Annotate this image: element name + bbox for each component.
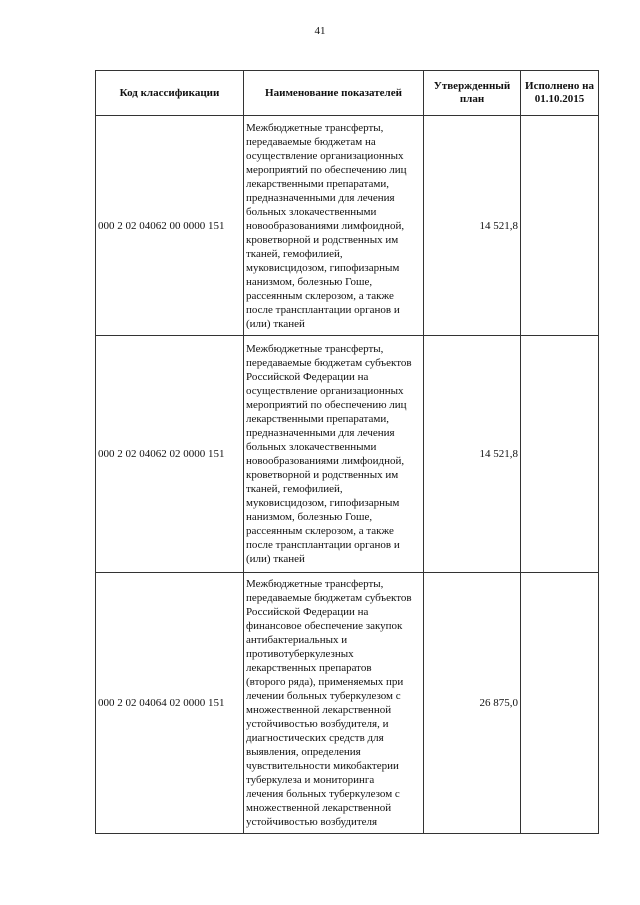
indicator-name-line: устойчивостью возбудителя, и [246,718,389,730]
indicator-name-line: новообразованиями лимфоидной, [246,455,405,467]
indicator-name-line: новообразованиями лимфоидной, [246,219,405,232]
indicator-name-line: Межбюджетные трансферты, [246,121,384,134]
executed-value [521,336,599,573]
approved-plan-value: 14 521,8 [424,116,521,336]
indicator-name-line: муковисцидозом, гипофизарным [246,261,400,274]
indicator-name-line: чувствительности микобактерии [246,760,399,772]
indicator-name-line: антибактериальных и [246,634,348,646]
header-name: Наименование показателей [244,71,424,116]
indicator-name-line: больных злокачественными [246,205,377,218]
indicator-name-line: (или) тканей [246,317,305,330]
approved-plan-value: 26 875,0 [424,573,521,834]
indicator-name-line: лечении больных туберкулезом с [246,690,401,702]
indicator-name-line: мероприятий по обеспечению лиц [246,163,407,176]
indicator-name-line: Межбюджетные трансферты, [246,343,384,355]
indicator-name-line: диагностических средств для [246,732,384,744]
classification-code: 000 2 02 04064 02 0000 151 [96,573,244,834]
indicator-name-line: мероприятий по обеспечению лиц [246,399,407,411]
indicator-name-line: предназначенными для лечения [246,191,395,204]
indicator-name-line: рассеянным склерозом, а также [246,525,394,537]
indicator-name-line: осуществление организационных [246,385,404,397]
header-plan: Утвержденный план [424,71,521,116]
indicator-name-line: нанизмом, болезнью Гоше, [246,275,373,288]
indicator-name-line: Российской Федерации на [246,371,369,383]
indicator-name-line: множественной лекарственной [246,704,392,716]
indicator-name-line: множественной лекарственной [246,802,392,814]
indicator-name-line: Межбюджетные трансферты, [246,578,384,590]
budget-table [95,70,599,834]
table-row [96,336,599,573]
indicator-name-line: лекарственными препаратами, [246,413,389,425]
indicator-name-line: противотуберкулезных [246,648,354,660]
indicator-name-line: Российской Федерации на [246,606,369,618]
indicator-name-line: лекарственными препаратами, [246,177,389,190]
indicator-name-line: тканей, гемофилией, [246,247,343,260]
indicator-name-line: муковисцидозом, гипофизарным [246,497,400,509]
indicator-name-line: передаваемые бюджетам субъектов [246,592,412,604]
indicator-name-line: туберкулеза и мониторинга [246,774,375,786]
indicator-name [244,116,424,336]
indicator-name-line: после трансплантации органов и [246,539,400,551]
table-row [96,573,599,834]
indicator-name-line: предназначенными для лечения [246,427,395,439]
table-header-row [96,71,599,116]
classification-code: 000 2 02 04062 02 0000 151 [96,336,244,573]
executed-value [521,116,599,336]
indicator-name-line: осуществление организационных [246,149,404,162]
indicator-name-line: кроветворной и родственных им [246,469,399,481]
page-number: 41 [314,25,326,37]
header-executed: Исполнено на 01.10.2015 [521,71,599,116]
indicator-name-line: выявления, определения [246,746,361,758]
indicator-name-line: кроветворной и родственных им [246,233,399,246]
indicator-name [244,336,424,573]
header-code: Код классификации [96,71,244,116]
indicator-name-line: передаваемые бюджетам субъектов [246,357,412,369]
indicator-name-line: лекарственных препаратов [246,662,372,674]
indicator-name-line: финансовое обеспечение закупок [246,620,403,632]
approved-plan-value: 14 521,8 [424,336,521,573]
indicator-name-line: лечения больных туберкулезом с [246,788,400,800]
indicator-name-line: нанизмом, болезнью Гоше, [246,511,373,523]
indicator-name-line: рассеянным склерозом, а также [246,289,394,302]
indicator-name-line: больных злокачественными [246,441,377,453]
indicator-name-line: передаваемые бюджетам на [246,135,376,148]
table-row [96,116,599,336]
indicator-name-line: (или) тканей [246,553,305,565]
classification-code: 000 2 02 04062 00 0000 151 [96,116,244,336]
indicator-name [244,573,424,834]
indicator-name-line: устойчивостью возбудителя [246,816,378,828]
indicator-name-line: (второго ряда), применяемых при [246,676,404,688]
indicator-name-line: тканей, гемофилией, [246,483,343,495]
indicator-name-line: после трансплантации органов и [246,303,400,316]
executed-value [521,573,599,834]
